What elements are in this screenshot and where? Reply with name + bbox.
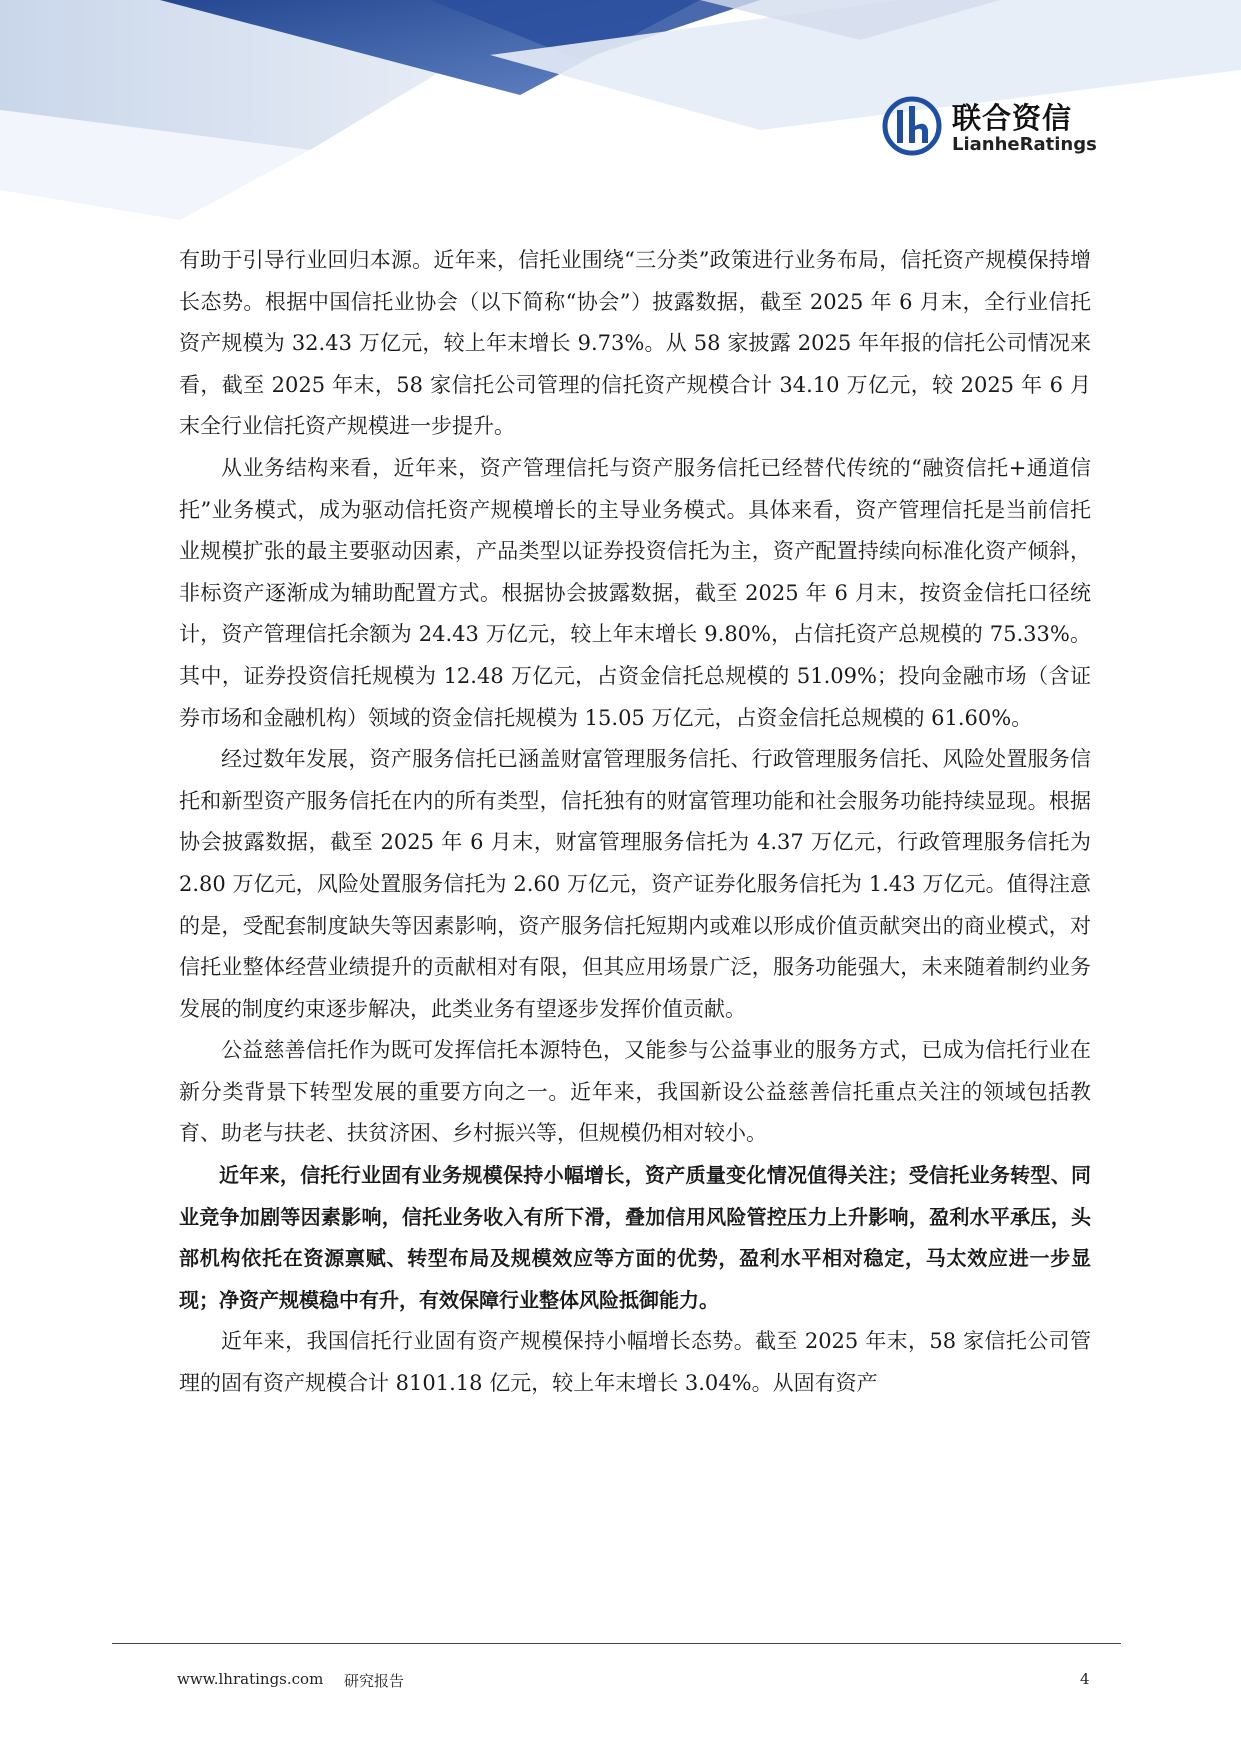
lianhe-ratings-logo bbox=[882, 94, 1102, 158]
paragraph-business-structure: 从业务结构来看，近年来，资产管理信托与资产服务信托已经替代传统的“融资信托+通道信托”业务模式，成为驱动信托资产规模增长的主导业务模式。具体来看，资产管理信托是当前信托业规模扩张的最主要驱动因素，产品类型以证券投资信托为主，资产配置持续向标准化资产倾斜，非标资产逐渐成为辅助配置方式。根据协会披露数据，截至 2025 年 6 月末，按资金信托口径统计，资产管理信托余额为 24.43 万亿元，较上年末增长 9.80%，占信托资产总规模的 75.33%。其中，证券投资信托规模为 12.48 万亿元，占资金信托总规模的 51.09%；投向金融市场（含证券市场和金融机构）领域的资金信托规模为 15.05 万亿元，占资金信托总规模的 61.60%。 bbox=[179, 455, 1091, 730]
logo-english-name: LianheRatings bbox=[952, 134, 1097, 155]
logo-chinese-name: 联合资信 bbox=[952, 101, 1073, 135]
page-number: 4 bbox=[1080, 1670, 1090, 1688]
lianhe-logo-icon bbox=[882, 96, 942, 156]
paragraph-asset-service-trust: 经过数年发展，资产服务信托已涵盖财富管理服务信托、行政管理服务信托、风险处置服务信托和新型资产服务信托在内的所有类型，信托独有的财富管理功能和社会服务功能持续显现。根据协会披露数据，截至 2025 年 6 月末，财富管理服务信托为 4.37 万亿元，行政管理服务信托为 2.80 万亿元，风险处置服务信托为 2.60 万亿元，资产证券化服务信托为 1.43 万亿元。值得注意的是，受配套制度缺失等因素影响，资产服务信托短期内或难以形成价值贡献突出的商业模式，对信托业整体经营业绩提升的贡献相对有限，但其应用场景广泛，服务功能强大，未来随着制约业务发展的制度约束逐步解决，此类业务有望逐步发挥价值贡献。 bbox=[179, 747, 1091, 1021]
report-body bbox=[179, 240, 1091, 1405]
paragraph-key-finding: 近年来，信托行业固有业务规模保持小幅增长，资产质量变化情况值得关注；受信托业务转型、同业竞争加剧等因素影响，信托业务收入有所下滑，叠加信用风险管控压力上升影响，盈利水平承压，头部机构依托在资源禀赋、转型布局及规模效应等方面的优势，盈利水平相对稳定，马太效应进一步显现；净资产规模稳中有升，有效保障行业整体风险抵御能力。 bbox=[179, 1163, 1091, 1312]
paragraph-trust-asset-scale: 有助于引导行业回归本源。近年来，信托业围绕“三分类”政策进行业务布局，信托资产规模保持增长态势。根据中国信托业协会（以下简称“协会”）披露数据，截至 2025 年 6 月末，全行业信托资产规模为 32.43 万亿元，较上年末增长 9.73%。从 58 家披露 2025 年年报的信托公司情况来看，截至 2025 年末，58 家信托公司管理的信托资产规模合计 34.10 万亿元，较 2025 年 6 月末全行业信托资产规模进一步提升。 bbox=[179, 248, 1091, 439]
paragraph-proprietary-assets: 近年来，我国信托行业固有资产规模保持小幅增长态势。截至 2025 年末，58 家信托公司管理的固有资产规模合计 8101.18 亿元，较上年末增长 3.04%。从固有资产 bbox=[179, 1329, 1091, 1396]
footer-website-link[interactable]: www.lhratings.com bbox=[177, 1670, 324, 1688]
footer-divider bbox=[112, 1643, 1121, 1644]
footer-document-type: 研究报告 bbox=[344, 1672, 405, 1690]
paragraph-charity-trust: 公益慈善信托作为既可发挥信托本源特色，又能参与公益事业的服务方式，已成为信托行业在新分类背景下转型发展的重要方向之一。近年来，我国新设公益慈善信托重点关注的领域包括教育、助老与扶老、扶贫济困、乡村振兴等，但规模仍相对较小。 bbox=[179, 1038, 1091, 1146]
